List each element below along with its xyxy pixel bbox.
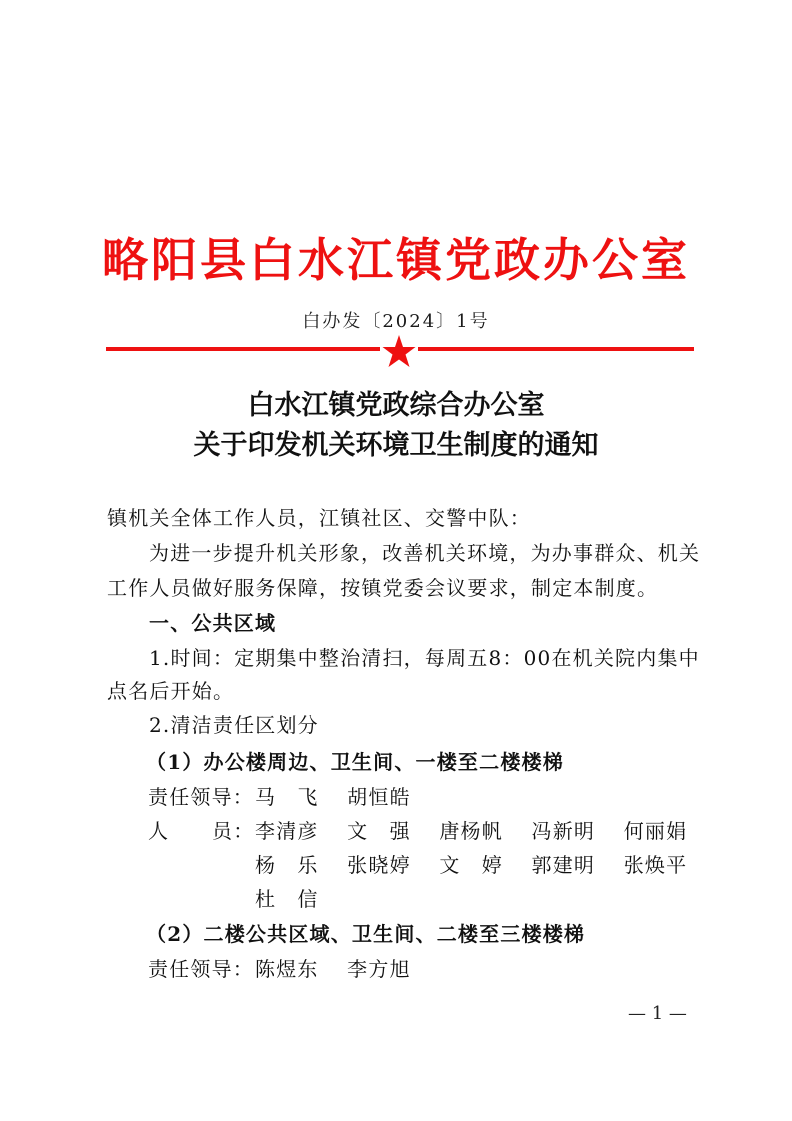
area-1-staff-row-1 (0, 816, 792, 846)
red-star-icon (382, 334, 416, 368)
area-2-heading: （2）二楼公共区域、卫生间、二楼至三楼楼梯 (146, 922, 586, 946)
staff-label-part-1: 人 (148, 819, 170, 843)
staff-name: 张焕平 (623, 853, 688, 877)
leader-label: 责任领导： (148, 957, 254, 981)
staff-names (255, 884, 340, 914)
staff-names (255, 816, 708, 846)
staff-name: 李清彦 (255, 819, 319, 843)
page-number: — 1 — (628, 1003, 687, 1024)
leader-names (255, 782, 432, 812)
intro-paragraph-line-2: 工作人员做好服务保障，按镇党委会议要求，制定本制度。 (107, 576, 659, 600)
staff-name: 何丽娟 (623, 819, 688, 843)
red-divider-right (418, 347, 694, 351)
leader-name: 陈煜东 (255, 957, 319, 981)
staff-name: 杨 乐 (255, 853, 319, 877)
area-1-heading: （1）办公楼周边、卫生间、一楼至二楼楼梯 (146, 750, 564, 774)
area-1-leaders-row (0, 782, 792, 812)
staff-name: 张晓婷 (347, 853, 411, 877)
staff-name: 唐杨帆 (439, 819, 503, 843)
leader-name: 马 飞 (255, 785, 319, 809)
intro-paragraph-line-1: 为进一步提升机关形象，改善机关环境，为办事群众、机关 (149, 541, 701, 565)
item-1-time-line-1: 1.时间：定期集中整治清扫，每周五8：00在机关院内集中 (149, 646, 700, 670)
notice-title-line-1: 白水江镇党政综合办公室 (247, 390, 545, 421)
section-heading-public-areas: 一、公共区域 (149, 611, 277, 635)
staff-name: 文 强 (347, 819, 411, 843)
red-divider-left (106, 347, 380, 351)
issuing-organization-title: 略阳县白水江镇党政办公室 (102, 233, 690, 287)
staff-name: 冯新明 (531, 819, 596, 843)
area-1-staff-row-2 (0, 850, 792, 880)
staff-name: 杜 信 (255, 887, 319, 911)
area-1-staff-row-3 (0, 884, 792, 914)
item-1-time-line-2: 点名后开始。 (107, 679, 235, 703)
document-number: 白办发〔2024〕1号 (302, 311, 490, 332)
leader-name: 胡恒皓 (347, 785, 411, 809)
staff-label-part-2: 员： (212, 819, 255, 843)
item-2-responsibility-division: 2.清洁责任区划分 (149, 713, 319, 737)
staff-names (255, 850, 708, 880)
notice-title-line-2: 关于印发机关环境卫生制度的通知 (193, 430, 599, 461)
area-2-leaders-row (0, 954, 792, 984)
leader-name: 李方旭 (347, 957, 411, 981)
leader-label: 责任领导： (148, 785, 254, 809)
staff-name: 郭建明 (531, 853, 596, 877)
staff-name: 文 婷 (439, 853, 503, 877)
salutation: 镇机关全体工作人员，江镇社区、交警中队： (107, 506, 531, 530)
leader-names (255, 954, 432, 984)
